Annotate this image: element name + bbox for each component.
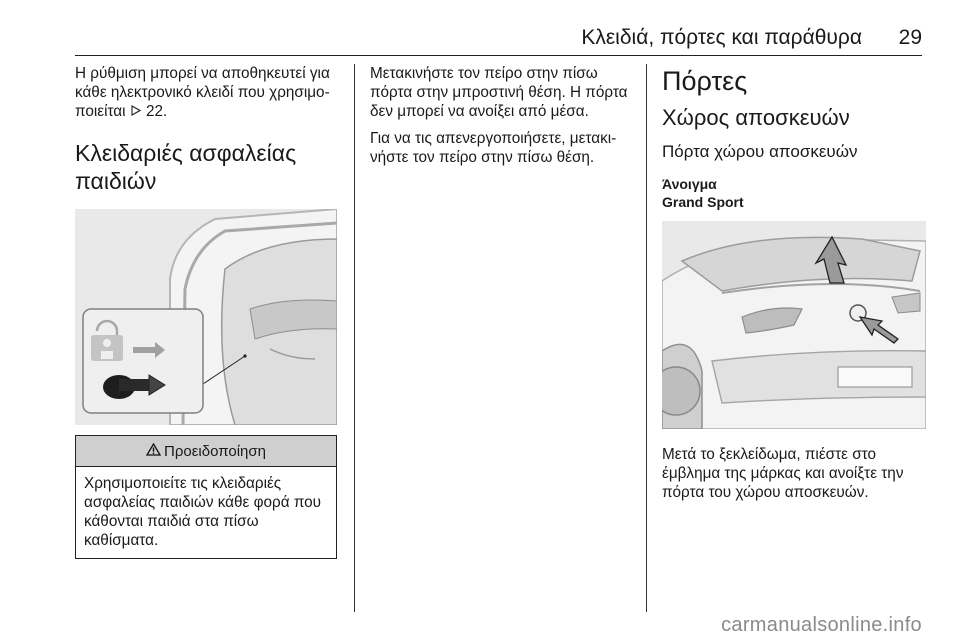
column-2 — [370, 64, 636, 175]
triangle-right-icon — [130, 102, 142, 121]
column-divider-2 — [646, 64, 647, 612]
watermark: carmanualsonline.info — [721, 614, 922, 636]
heading-opening: Άνοιγμα — [662, 176, 717, 192]
warning-header — [76, 436, 336, 467]
child-lock-illustration — [75, 209, 337, 425]
chapter-title-doors: Πόρτες — [662, 66, 748, 96]
tailgate-illustration — [662, 221, 926, 429]
paragraph-activate: Μετακινήστε τον πείρο στην πίσω πόρτα στην μπροστινή θέση. Η πόρτα δεν μπορεί να ανοίξει από μέσα. — [370, 65, 628, 120]
header-title: Κλειδιά, πόρτες και παράθυρα — [581, 26, 862, 49]
header-rule — [75, 55, 922, 56]
column-divider-1 — [354, 64, 355, 612]
warning-box — [75, 435, 337, 559]
page-number: 29 — [898, 26, 922, 49]
section-title-luggage: Χώρος αποσκευών — [662, 105, 850, 130]
column-3 — [662, 64, 926, 510]
page-header — [0, 0, 960, 56]
page-reference-link[interactable]: 22. — [146, 103, 168, 120]
heading-model: Grand Sport — [662, 194, 744, 210]
intro-paragraph: Η ρύθμιση μπορεί να αποθηκευτεί για κάθε ηλεκτρονικό κλειδί που χρησιμοποιείται 22. — [75, 65, 330, 120]
section-title-child-locks: Κλειδαριές ασφαλείας παιδιών — [75, 140, 297, 194]
warning-title: Προειδοποίηση — [164, 442, 266, 460]
column-1 — [75, 64, 343, 559]
warning-triangle-icon — [146, 442, 161, 461]
paragraph-deactivate: Για να τις απενεργοποιήσετε, μετακινήστε τον πείρο στην πίσω θέση. — [370, 130, 617, 166]
tailgate-paragraph: Μετά το ξεκλείδωμα, πιέστε στο έμβλημα της μάρκας και ανοίξτε την πόρτα του χώρου αποσκευών. — [662, 446, 904, 501]
subsection-title-tailgate: Πόρτα χώρου αποσκευών — [662, 142, 858, 161]
warning-body: Χρησιμοποιείτε τις κλειδαριές ασφαλείας παιδιών κάθε φορά που κάθονται παιδιά στα πίσω καθίσματα. — [84, 475, 322, 549]
